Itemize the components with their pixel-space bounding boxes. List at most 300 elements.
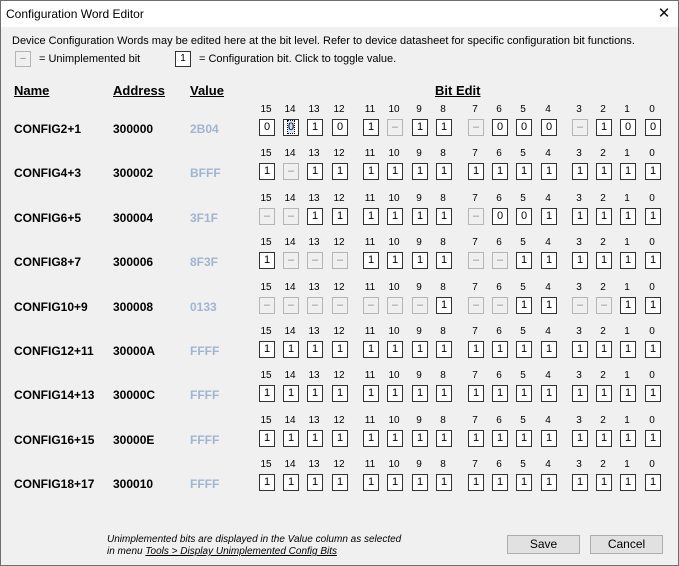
bit-value: – xyxy=(287,165,295,177)
bit-number-label: 11 xyxy=(364,282,376,293)
config-bit-toggle[interactable] xyxy=(412,385,428,402)
config-bit-toggle[interactable] xyxy=(645,474,661,491)
config-bit-toggle[interactable] xyxy=(596,208,612,225)
bit-value: 1 xyxy=(600,387,608,399)
bit-value: 1 xyxy=(367,254,375,266)
bit-value: 1 xyxy=(496,165,504,177)
config-bit-toggle[interactable] xyxy=(412,208,428,225)
bit-number-label: 0 xyxy=(649,415,655,426)
config-bit-toggle[interactable] xyxy=(516,474,532,491)
config-bit-toggle[interactable] xyxy=(307,430,323,447)
config-bit-toggle[interactable] xyxy=(572,252,588,269)
bit-number-label: 2 xyxy=(600,193,606,204)
config-bit-toggle[interactable] xyxy=(516,208,532,225)
bit-value: 1 xyxy=(520,165,528,177)
config-bit-toggle[interactable] xyxy=(645,385,661,402)
bit-number-label: 1 xyxy=(624,148,630,159)
bit-value: 1 xyxy=(391,210,399,222)
config-bit-toggle[interactable] xyxy=(572,474,588,491)
config-bit-toggle[interactable] xyxy=(620,297,636,314)
bit-value: 0 xyxy=(520,210,528,222)
bit-number-label: 13 xyxy=(308,459,320,470)
bit-value: 1 xyxy=(496,387,504,399)
bit-number-label: 2 xyxy=(600,326,606,337)
config-bit-toggle[interactable] xyxy=(412,163,428,180)
bit-value: 0 xyxy=(496,121,504,133)
bit-number-label: 4 xyxy=(545,148,551,159)
bit-number-label: 6 xyxy=(496,370,502,381)
config-bit-toggle[interactable] xyxy=(436,341,452,358)
config-bit-toggle[interactable] xyxy=(596,385,612,402)
config-bit-toggle[interactable] xyxy=(620,430,636,447)
config-bit-toggle[interactable] xyxy=(620,385,636,402)
bit-number-label: 1 xyxy=(624,370,630,381)
config-bit-toggle[interactable] xyxy=(541,297,557,314)
bit-number-label: 2 xyxy=(600,237,606,248)
bit-value: 1 xyxy=(545,476,553,488)
config-bit-toggle[interactable] xyxy=(332,119,348,136)
bit-value: 1 xyxy=(472,387,480,399)
bit-value: 1 xyxy=(649,210,657,222)
bit-number-label: 13 xyxy=(308,104,320,115)
bit-number-label: 12 xyxy=(333,282,345,293)
config-bit-toggle[interactable] xyxy=(596,474,612,491)
bit-value: 1 xyxy=(336,210,344,222)
bit-value: 1 xyxy=(287,387,295,399)
bit-value: 1 xyxy=(576,165,584,177)
config-bit-toggle[interactable] xyxy=(387,208,403,225)
legend-config-text: = Configuration bit. Click to toggle value. xyxy=(199,53,397,65)
header-value: Value xyxy=(190,83,224,98)
bit-value: 1 xyxy=(600,121,608,133)
bit-value: 1 xyxy=(263,387,271,399)
config-bit-toggle[interactable] xyxy=(307,208,323,225)
bit-value: 0 xyxy=(649,121,657,133)
bit-number-label: 8 xyxy=(440,459,446,470)
bit-value: 0 xyxy=(545,121,553,133)
config-bit-toggle[interactable] xyxy=(412,341,428,358)
bit-number-label: 1 xyxy=(624,282,630,293)
bit-value: 1 xyxy=(391,343,399,355)
header-address: Address xyxy=(113,83,166,98)
bit-value: 1 xyxy=(391,254,399,266)
bit-value: 1 xyxy=(649,387,657,399)
menu-path-link: Tools > Display Unimplemented Config Bits xyxy=(145,546,338,557)
config-bit-toggle[interactable] xyxy=(332,385,348,402)
config-address: 300008 xyxy=(113,300,154,314)
config-bit-toggle[interactable] xyxy=(387,385,403,402)
bit-number-label: 0 xyxy=(649,459,655,470)
config-bit-toggle[interactable] xyxy=(387,252,403,269)
unimplemented-bit xyxy=(492,252,508,269)
bit-value: – xyxy=(576,121,584,133)
config-bit-toggle[interactable] xyxy=(259,474,275,491)
bit-number-label: 15 xyxy=(260,282,272,293)
bit-number-label: 15 xyxy=(260,148,272,159)
bit-value: 1 xyxy=(472,343,480,355)
unimplemented-bit xyxy=(468,297,484,314)
bit-number-label: 6 xyxy=(496,148,502,159)
bit-number-label: 10 xyxy=(388,193,400,204)
bit-number-label: 4 xyxy=(545,193,551,204)
config-bit-toggle[interactable] xyxy=(436,385,452,402)
unimplemented-bit xyxy=(332,297,348,314)
close-icon[interactable]: ✕ xyxy=(657,5,671,22)
bit-number-label: 11 xyxy=(364,326,376,337)
bit-value: – xyxy=(391,299,399,311)
config-bit-toggle[interactable] xyxy=(363,341,379,358)
bit-number-label: 5 xyxy=(520,104,526,115)
bit-value: 0 xyxy=(496,210,504,222)
config-bit-toggle[interactable] xyxy=(436,208,452,225)
config-bit-toggle[interactable] xyxy=(492,163,508,180)
bit-number-label: 1 xyxy=(624,459,630,470)
bit-number-label: 4 xyxy=(545,459,551,470)
config-bit-toggle[interactable] xyxy=(412,252,428,269)
bit-value: 1 xyxy=(440,476,448,488)
config-bit-toggle[interactable] xyxy=(620,474,636,491)
bit-value: 1 xyxy=(336,476,344,488)
bit-value: 1 xyxy=(624,343,632,355)
config-value: FFFF xyxy=(190,344,220,358)
config-name: CONFIG18+17 xyxy=(14,477,95,491)
config-bit-toggle[interactable] xyxy=(259,119,275,136)
unimplemented-bit xyxy=(596,297,612,314)
bit-number-label: 11 xyxy=(364,104,376,115)
bit-number-label: 0 xyxy=(649,104,655,115)
config-bit-toggle[interactable] xyxy=(468,474,484,491)
config-bit-toggle[interactable] xyxy=(468,385,484,402)
config-bit-toggle[interactable] xyxy=(572,430,588,447)
bit-value: – xyxy=(287,210,295,222)
cancel-button[interactable]: Cancel xyxy=(590,535,663,554)
config-bit-toggle[interactable] xyxy=(516,430,532,447)
bit-number-label: 5 xyxy=(520,415,526,426)
config-bit-toggle[interactable] xyxy=(492,208,508,225)
bit-value: – xyxy=(311,299,319,311)
config-bit-toggle[interactable] xyxy=(436,163,452,180)
bit-number-label: 8 xyxy=(440,237,446,248)
config-bit-toggle[interactable] xyxy=(307,474,323,491)
legend-unimplemented-text: = Unimplemented bit xyxy=(39,53,141,65)
config-bit-toggle[interactable] xyxy=(492,430,508,447)
bit-number-label: 10 xyxy=(388,370,400,381)
config-bit-toggle[interactable] xyxy=(283,119,299,136)
bit-number-label: 15 xyxy=(260,459,272,470)
config-bit-toggle[interactable] xyxy=(516,297,532,314)
config-address: 300004 xyxy=(113,211,154,225)
bit-value: 1 xyxy=(440,254,448,266)
bit-number-label: 3 xyxy=(576,326,582,337)
config-bit-toggle[interactable] xyxy=(645,163,661,180)
bit-value: 1 xyxy=(440,165,448,177)
bit-value: 1 xyxy=(287,476,295,488)
window-title: Configuration Word Editor xyxy=(6,7,144,21)
config-bit-toggle[interactable] xyxy=(541,430,557,447)
bit-value: 1 xyxy=(440,210,448,222)
config-bit-toggle[interactable] xyxy=(620,252,636,269)
header-bit-edit: Bit Edit xyxy=(435,83,481,98)
config-name: CONFIG4+3 xyxy=(14,166,82,180)
bit-value: 1 xyxy=(624,165,632,177)
config-bit-toggle[interactable] xyxy=(516,163,532,180)
bit-number-label: 0 xyxy=(649,326,655,337)
bit-value: 1 xyxy=(336,432,344,444)
config-bit-toggle[interactable] xyxy=(596,252,612,269)
bit-value: 1 xyxy=(576,343,584,355)
bit-value: 1 xyxy=(600,210,608,222)
bit-number-label: 11 xyxy=(364,193,376,204)
bit-number-label: 3 xyxy=(576,370,582,381)
config-bit-toggle[interactable] xyxy=(572,341,588,358)
bit-number-label: 6 xyxy=(496,282,502,293)
bit-number-label: 14 xyxy=(284,326,296,337)
config-bit-toggle[interactable] xyxy=(332,208,348,225)
bit-number-label: 9 xyxy=(416,148,422,159)
config-bit-toggle[interactable] xyxy=(412,474,428,491)
config-address: 30000C xyxy=(113,388,156,402)
bit-number-label: 15 xyxy=(260,104,272,115)
legend-unimplemented-box: – xyxy=(15,51,31,67)
bit-number-label: 7 xyxy=(472,459,478,470)
bit-number-label: 13 xyxy=(308,326,320,337)
bit-value: 1 xyxy=(649,343,657,355)
bit-value: 1 xyxy=(440,299,448,311)
bit-number-label: 5 xyxy=(520,282,526,293)
bit-number-label: 8 xyxy=(440,193,446,204)
bit-value: 1 xyxy=(520,476,528,488)
config-bit-toggle[interactable] xyxy=(387,341,403,358)
bit-number-label: 15 xyxy=(260,193,272,204)
unimplemented-bit xyxy=(387,297,403,314)
bit-value: 1 xyxy=(624,476,632,488)
config-bit-toggle[interactable] xyxy=(645,208,661,225)
unimplemented-note xyxy=(107,534,401,558)
bit-value: 1 xyxy=(496,343,504,355)
config-bit-toggle[interactable] xyxy=(332,474,348,491)
intro-text: Device Configuration Words may be edited here at the bit level. Refer to device datasheet for specific configuration bit functions. xyxy=(12,35,635,47)
bit-value: 1 xyxy=(649,165,657,177)
bit-value: 1 xyxy=(311,476,319,488)
bit-value: – xyxy=(496,254,504,266)
config-bit-toggle[interactable] xyxy=(332,430,348,447)
config-address: 300002 xyxy=(113,166,154,180)
bit-value: 1 xyxy=(263,432,271,444)
config-bit-toggle[interactable] xyxy=(283,474,299,491)
config-bit-toggle[interactable] xyxy=(436,252,452,269)
config-bit-toggle[interactable] xyxy=(363,208,379,225)
bit-value: – xyxy=(496,299,504,311)
config-bit-toggle[interactable] xyxy=(387,163,403,180)
config-bit-toggle[interactable] xyxy=(620,208,636,225)
bit-number-label: 1 xyxy=(624,326,630,337)
config-bit-toggle[interactable] xyxy=(596,430,612,447)
config-bit-toggle[interactable] xyxy=(363,385,379,402)
bit-number-label: 4 xyxy=(545,415,551,426)
config-bit-toggle[interactable] xyxy=(259,252,275,269)
config-bit-toggle[interactable] xyxy=(363,252,379,269)
bit-value: 1 xyxy=(416,210,424,222)
config-name: CONFIG10+9 xyxy=(14,300,88,314)
config-address: 300010 xyxy=(113,477,154,491)
config-bit-toggle[interactable] xyxy=(363,430,379,447)
bit-number-label: 7 xyxy=(472,415,478,426)
config-bit-toggle[interactable] xyxy=(307,385,323,402)
config-bit-toggle[interactable] xyxy=(541,163,557,180)
config-bit-toggle[interactable] xyxy=(541,208,557,225)
unimplemented-bit xyxy=(572,297,588,314)
bit-number-label: 4 xyxy=(545,326,551,337)
config-bit-toggle[interactable] xyxy=(572,208,588,225)
config-bit-toggle[interactable] xyxy=(307,163,323,180)
config-bit-toggle[interactable] xyxy=(332,341,348,358)
config-bit-toggle[interactable] xyxy=(307,119,323,136)
config-bit-toggle[interactable] xyxy=(332,163,348,180)
config-bit-toggle[interactable] xyxy=(596,341,612,358)
config-bit-toggle[interactable] xyxy=(596,163,612,180)
unimplemented-bit xyxy=(307,252,323,269)
config-bit-toggle[interactable] xyxy=(596,119,612,136)
config-bit-toggle[interactable] xyxy=(516,119,532,136)
config-bit-toggle[interactable] xyxy=(541,474,557,491)
config-bit-toggle[interactable] xyxy=(259,163,275,180)
bit-value: 1 xyxy=(311,121,319,133)
bit-value: 1 xyxy=(367,343,375,355)
bit-value: 1 xyxy=(391,165,399,177)
config-bit-toggle[interactable] xyxy=(468,430,484,447)
bit-value: 1 xyxy=(649,432,657,444)
bit-number-label: 11 xyxy=(364,459,376,470)
bit-number-label: 3 xyxy=(576,237,582,248)
bit-number-label: 14 xyxy=(284,415,296,426)
config-bit-toggle[interactable] xyxy=(436,297,452,314)
config-bit-toggle[interactable] xyxy=(572,163,588,180)
config-bit-toggle[interactable] xyxy=(363,474,379,491)
config-bit-toggle[interactable] xyxy=(620,163,636,180)
bit-value: 1 xyxy=(600,432,608,444)
bit-number-label: 8 xyxy=(440,326,446,337)
bit-number-label: 15 xyxy=(260,370,272,381)
bit-value: 1 xyxy=(391,432,399,444)
bit-number-label: 0 xyxy=(649,148,655,159)
config-bit-toggle[interactable] xyxy=(620,119,636,136)
config-address: 30000A xyxy=(113,344,156,358)
config-bit-toggle[interactable] xyxy=(492,385,508,402)
bit-value: 0 xyxy=(336,121,344,133)
bit-number-label: 15 xyxy=(260,415,272,426)
bit-value: 1 xyxy=(472,476,480,488)
config-bit-toggle[interactable] xyxy=(436,474,452,491)
bit-number-label: 10 xyxy=(388,104,400,115)
bit-number-label: 2 xyxy=(600,370,606,381)
unimplemented-bit xyxy=(468,208,484,225)
bit-value: – xyxy=(287,254,295,266)
config-bit-toggle[interactable] xyxy=(645,341,661,358)
config-bit-toggle[interactable] xyxy=(283,385,299,402)
config-bit-toggle[interactable] xyxy=(516,385,532,402)
bit-value: 1 xyxy=(336,165,344,177)
bit-number-label: 11 xyxy=(364,415,376,426)
title-bar xyxy=(1,1,678,27)
bit-number-label: 6 xyxy=(496,193,502,204)
config-bit-toggle[interactable] xyxy=(645,297,661,314)
bit-number-label: 2 xyxy=(600,459,606,470)
config-bit-toggle[interactable] xyxy=(436,119,452,136)
bit-value: 1 xyxy=(336,387,344,399)
config-bit-toggle[interactable] xyxy=(259,385,275,402)
bit-number-label: 5 xyxy=(520,193,526,204)
config-bit-toggle[interactable] xyxy=(572,385,588,402)
bit-number-label: 14 xyxy=(284,282,296,293)
config-bit-toggle[interactable] xyxy=(436,430,452,447)
unimplemented-bit xyxy=(283,252,299,269)
bit-number-label: 8 xyxy=(440,104,446,115)
config-bit-toggle[interactable] xyxy=(620,341,636,358)
config-bit-toggle[interactable] xyxy=(307,341,323,358)
config-bit-toggle[interactable] xyxy=(541,385,557,402)
bit-value: 1 xyxy=(263,343,271,355)
bit-value: 1 xyxy=(416,432,424,444)
config-name: CONFIG2+1 xyxy=(14,122,82,136)
config-bit-toggle[interactable] xyxy=(516,252,532,269)
bit-value: 1 xyxy=(440,387,448,399)
config-bit-toggle[interactable] xyxy=(492,119,508,136)
config-bit-toggle[interactable] xyxy=(645,119,661,136)
config-bit-toggle[interactable] xyxy=(468,341,484,358)
bit-value: 1 xyxy=(624,432,632,444)
config-bit-toggle[interactable] xyxy=(541,341,557,358)
bit-number-label: 10 xyxy=(388,237,400,248)
bit-value: – xyxy=(472,210,480,222)
bit-value: 1 xyxy=(416,165,424,177)
config-bit-toggle[interactable] xyxy=(259,341,275,358)
config-bit-toggle[interactable] xyxy=(645,430,661,447)
bit-number-label: 4 xyxy=(545,370,551,381)
bit-value: 1 xyxy=(367,432,375,444)
bit-number-label: 12 xyxy=(333,415,345,426)
bit-value: 1 xyxy=(416,343,424,355)
bit-number-label: 0 xyxy=(649,237,655,248)
config-bit-toggle[interactable] xyxy=(283,341,299,358)
save-button[interactable]: Save xyxy=(507,535,580,554)
unimplemented-bit xyxy=(412,297,428,314)
config-bit-toggle[interactable] xyxy=(412,119,428,136)
config-bit-toggle[interactable] xyxy=(468,163,484,180)
config-bit-toggle[interactable] xyxy=(363,119,379,136)
bit-value: 1 xyxy=(576,254,584,266)
config-bit-toggle[interactable] xyxy=(259,430,275,447)
config-bit-toggle[interactable] xyxy=(283,430,299,447)
config-bit-toggle[interactable] xyxy=(387,430,403,447)
config-bit-toggle[interactable] xyxy=(363,163,379,180)
config-bit-toggle[interactable] xyxy=(645,252,661,269)
config-bit-toggle[interactable] xyxy=(412,430,428,447)
bit-value: 1 xyxy=(416,387,424,399)
bit-number-label: 1 xyxy=(624,237,630,248)
config-name: CONFIG6+5 xyxy=(14,211,82,225)
config-bit-toggle[interactable] xyxy=(492,474,508,491)
bit-number-label: 5 xyxy=(520,326,526,337)
config-bit-toggle[interactable] xyxy=(492,341,508,358)
bit-value: 1 xyxy=(367,165,375,177)
config-bit-toggle[interactable] xyxy=(516,341,532,358)
bit-value: 1 xyxy=(391,476,399,488)
config-bit-toggle[interactable] xyxy=(541,252,557,269)
unimplemented-bit xyxy=(259,297,275,314)
config-bit-toggle[interactable] xyxy=(541,119,557,136)
config-bit-toggle[interactable] xyxy=(387,474,403,491)
config-value: FFFF xyxy=(190,477,220,491)
